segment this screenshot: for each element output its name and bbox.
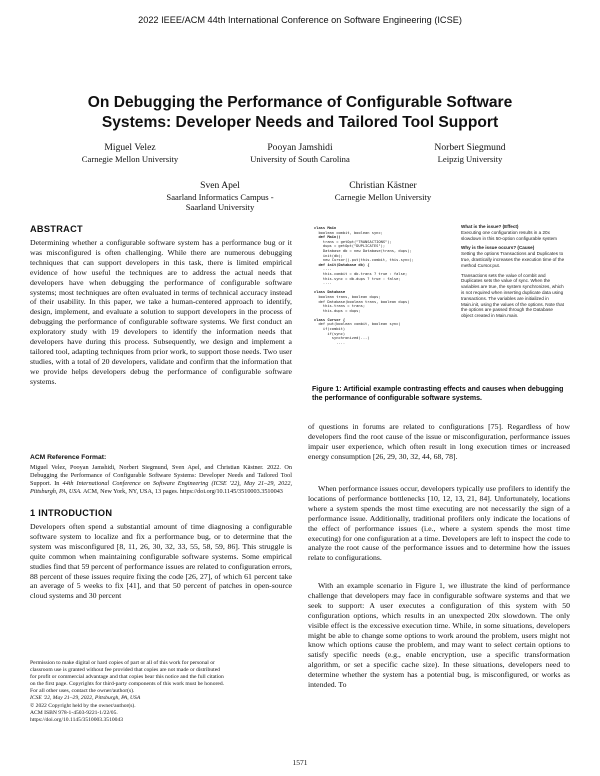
code-line: def put(boolean combit, boolean sync) (314, 322, 401, 327)
code-line: this.trans = trans; (314, 304, 366, 309)
author-affiliation: Carnegie Mellon University (334, 191, 432, 202)
code-line: .... (314, 267, 332, 272)
code-line: def Database(boolean trans, boolean dups) (314, 299, 410, 304)
right-col-para-3: With an example scenario in Figure 1, we illustrate the kind of performance challenge that developers may face in configurable software systems and that we seek to support: A user executes a configuration of this system with 50 configuration options, which results in an unexpected 20x slowdown. The only visible effect is the excessive execution time. While, in some situations, developers might be able to change some options to work around the problem, users might not know which options cause the problem, and may want to select certain options to satisfy specific needs (e.g., enable encryption, use a specific transformation algorithm, or set a specific cache size). In these situations, developers need to determine whether the system has a potential bug, is misconfigured, or works as intended. To (308, 581, 570, 690)
acm-ref-text (30, 464, 292, 496)
acm-ref-pre: Miguel Velez, Pooyan Jamshidi, Norbert Siegmund, Sven Apel, and Christian Kästner. 2022. On Debugging the Performance of Configurable Software Systems: Developer Needs and Tailored Tool Support. In (30, 464, 292, 488)
code-line: class Main (314, 226, 337, 230)
permission-line: on the first page. Copyrights for third-party components of this work must be honored. (30, 681, 225, 688)
permission-line: ACM ISBN 978-1-4503-9221-1/22/05. (30, 709, 118, 716)
right-col-para-1: of questions in forums are related to configurations [75]. Regardless of how developers find the root cause of the issue or misconfiguration, performance issues impair user experience, which often result in long execution times or increased energy consumption [26, 29, 30, 32, 44, 68, 78]. (308, 422, 570, 461)
author-affiliation: Carnegie Mellon University (81, 153, 179, 164)
paper-title (40, 93, 560, 133)
code-line: new Cursor().put(this.combit, this.sync); (314, 258, 414, 263)
code-line: dups = getOpt("DUPLICATES"); (314, 244, 386, 249)
figure-note-answer: Transactions sets the value of combit and Duplicates sets the value of sync. When the variables are true, the system synchronizes, which is not required when inserting duplicate data using transactions. The variables are initialized in Main.init, using the values of the options. Note that the options are passed through the Database object created in Main.main. (461, 272, 564, 319)
code-line: def Main() (314, 235, 341, 240)
figure-note-question: Why is the issue occurs? (Cause) (461, 245, 535, 251)
figure-1 (312, 224, 570, 366)
author-1 (55, 143, 205, 164)
figure-note-cause (461, 245, 565, 268)
code-line: Database db = new Database(trans, dups); (314, 248, 412, 253)
title-line-2: Systems: Developer Needs and Tailored Tool Support (101, 114, 499, 131)
abstract-text: Determining whether a configurable software system has a performance bug or it was misconfigured is often challenging. While there are numerous debugging techniques that can support developers in this task, there is limited empirical evidence of how useful the techniques are to address the actual needs that developers have when debugging the performance of configurable software systems; most techniques are often evaluated in terms of technical accuracy instead of their usability. In this paper, we take a human-centered approach to identify, design, implement, and evaluate a solution to support developers in the process of debugging the performance of configurable software systems. We first conduct an exploratory study with 19 developers to identify the information needs that developers have during this process. Subsequently, we design and implement a tailored tool, adapting techniques from prior work, to support those needs. Two user studies, with a total of 20 developers, validate and confirm that the information that we provide helps developers debug the performance of configurable software systems. (30, 238, 292, 386)
intro-heading: 1 INTRODUCTION (30, 508, 113, 518)
permission-line: © 2022 Copyright held by the owner/author(s). (30, 702, 136, 709)
code-line: .... (314, 340, 346, 345)
author-affiliation-2: Saarland University (185, 202, 255, 212)
permission-block (30, 660, 292, 724)
author-name: Norbert Siegmund (434, 142, 506, 153)
acm-ref-post: ACM, New York, NY, USA, 13 pages. https://doi.org/10.1145/3510003.3510043 (81, 488, 283, 496)
right-col-para-2: When performance issues occur, developers typically use profilers to identify the locations of performance bottlenecks [10, 12, 13, 21, 84]. Unfortunately, locations where a system spends the most time executing are not necessarily the sign of a performance issue. Additionally, traditional profilers only indicate the locations of the effect of performance issues (i.e., where a system spends the most time executing) for one configuration at a time. Developers are left to inspect the code to analyze the root cause of the performance issues and to determine how the issues relate to configurations. (308, 484, 570, 563)
permission-line: For all other uses, contact the owner/author(s). (30, 688, 135, 695)
author-5 (308, 181, 458, 202)
intro-text: Developers often spend a substantial amount of time diagnosing a configurable software system to localize and fix a performance bug, or to determine that the system was misconfigured [8, 11, 26, 30, 32, 33, 55, 58, 59, 86]. This struggle is quite common when maintaining configurable software systems. Some empirical studies find that 59 percent of performance issues are related to configuration errors, 88 percent of these issues require fixing the code [26, 27], of which 61 percent take an average of 5 weeks to fix [41], and that 50 percent of patches in open-source cloud systems and 30 percent (30, 522, 292, 601)
code-line: if(sync) (314, 331, 346, 336)
code-line: class Cursor { (314, 317, 346, 322)
code-line: init(db); (314, 253, 343, 258)
figure-note-answer: Setting the options Transactions and Duplicates to true, drastically increases the execution time of the method Cursor.put. (461, 251, 565, 268)
permission-line: https://doi.org/10.1145/3510003.3510043 (30, 716, 124, 723)
author-name: Miguel Velez (104, 142, 156, 153)
code-line: this.dups = dups; (314, 308, 361, 313)
permission-line: for profit or commercial advantage and that copies bear this notice and the full citation (30, 674, 224, 681)
code-line: boolean combit, boolean sync; (314, 230, 383, 235)
code-line: synchronized(...) (314, 336, 370, 341)
code-line: boolean trans, boolean dups; (314, 294, 381, 299)
figure-side-notes (461, 224, 565, 323)
code-line: if(combit) (314, 327, 346, 332)
page-number: 1571 (292, 758, 308, 767)
author-affiliation: Saarland Informatics Campus - (166, 191, 274, 202)
acm-ref-heading: ACM Reference Format: (30, 454, 107, 461)
code-line: .... (314, 281, 332, 286)
conference-header: 2022 IEEE/ACM 44th International Conference on Software Engineering (ICSE) (138, 15, 462, 25)
figure-note-detail (461, 273, 565, 319)
acm-ref-venue: 44th International Conference on Software Engineering (ICSE '22), May 21–29, 2022, Pittsburgh, PA, USA. (30, 480, 292, 496)
figure-note-question: What is the issue? (Effect) (461, 224, 519, 229)
permission-line: Permission to make digital or hard copies of part or all of this work for personal or (30, 660, 215, 666)
author-3 (395, 143, 545, 164)
author-2 (225, 143, 375, 164)
abstract-heading: ABSTRACT (30, 224, 83, 234)
author-affiliation: Leipzig University (437, 153, 503, 164)
code-line: this.combit = db.trans ? true : false; (314, 271, 408, 276)
code-line: this.sync = db.dups ? true : false; (314, 276, 401, 281)
figure-note-effect (461, 224, 565, 241)
permission-line: ICSE '22, May 21–29, 2022, Pittsburgh, PA, USA (30, 695, 141, 702)
code-line: trans = getOpt("TRANSACTIONS"); (314, 239, 392, 244)
figure-code-listing (314, 226, 462, 345)
code-line: def init(Database db) { (314, 262, 370, 267)
figure-caption: Figure 1: Artificial example contrasting effects and causes when debugging the performance of configurable software systems. (312, 386, 564, 402)
author-affiliation: University of South Carolina (250, 153, 350, 164)
author-name: Christian Kästner (349, 180, 417, 191)
author-4 (145, 181, 295, 213)
figure-note-answer: Executing one configuration results in a 20x slowdown in this 50-option configurable system (461, 229, 558, 241)
code-line: class Database (314, 290, 346, 295)
permission-line: classroom use is granted without fee provided that copies are not made or distributed (30, 667, 220, 674)
author-name: Pooyan Jamshidi (267, 142, 333, 153)
author-name: Sven Apel (200, 180, 240, 191)
title-line-1: On Debugging the Performance of Configurable Software (87, 94, 513, 111)
